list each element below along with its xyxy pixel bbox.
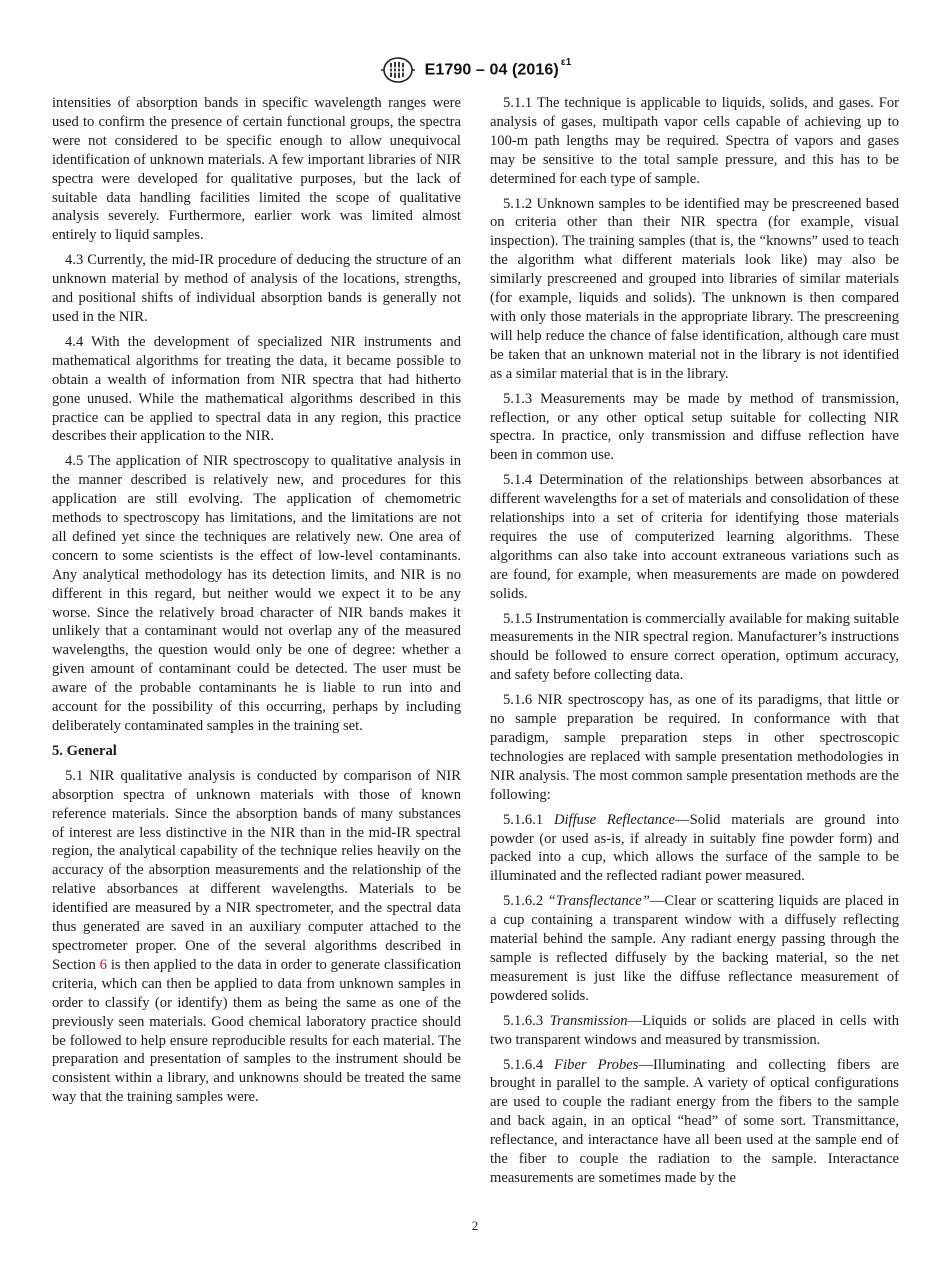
paragraph-5-1-6-3: 5.1.6.3 Transmission—Liquids or solids are placed in cells with two transparent windows and measured by transmission. — [490, 1012, 899, 1048]
paragraph-4-3: 4.3 Currently, the mid-IR procedure of deducing the structure of an unknown material by method of analysis of the locations, strengths, and positional shifts of individual absorption bands is generally not used in the NIR. — [52, 252, 461, 325]
paragraph-5-1-6: 5.1.6 NIR spectroscopy has, as one of its paradigms, that little or no sample preparation be required. In conformance with that paradigm, sample preparation steps in other spectroscopic technologies are replaced with sample presentation methodologies in NIR analysis. The most common sample presentation methods are the following: — [490, 692, 899, 803]
page-number: 2 — [471, 1218, 479, 1233]
paragraph-5-1-6-1: 5.1.6.1 Diffuse Reflectance—Solid materials are ground into powder (or used as-is, if already in suitably fine powder form) and packed into a cup, which allows the surface of the sample to be illuminated and the reflected radiant power measured. — [490, 811, 899, 885]
paragraph-4-5: 4.5 The application of NIR spectroscopy to qualitative analysis in the manner described is relatively new, and procedures for this application are still evolving. The application of chemometric methods to spectroscopy has limitations, and the limitations are not all defined yet since the techniques are relatively new. One area of concern to some scientists is the effect of low-level contaminants. Any analytical methodology has its detection limits, and NIR is no different in this regard, but neither would we expect it to be any worse. Since the relatively broad character of NIR bands makes it unlikely that a contaminant would not overlap any of the measured wavelengths, the question would only be one of degree: whether a given amount of contaminant could be detected. The user must be aware of the probable contaminants he is liable to run into and account for the possibility of this occurring, perhaps by including deliberately contaminated samples in the training set. — [52, 453, 461, 734]
paragraph-5-1: 5.1 NIR qualitative analysis is conducted by comparison of NIR absorption spectra of unknown materials with those of known reference materials. Since the absorption bands of many substances of interest are less distinctive in the NIR than in the mid-IR spectral region, the analytical capability of the technique relies heavily on the accuracy of the absorption measurements and the relationship of the relative absorbances at different wavelengths. Materials to be identified are measured by a NIR spectrometer, and the spectral data thus generated are saved in an auxiliary computer attached to the spectrometer proper. One of the several algorithms described in Section 6 is then applied to the data in order to generate classification criteria, which can then be applied to data from unknown samples in order to classify (or identify) them as being the same as one of the previously seen materials. Good chemical laboratory practice should be followed to help ensure reproducible results for each material. The preparation and presentation of samples to the instrument should be consistent within a library, and unknowns should be treated the same way that the training samples were. — [52, 767, 461, 1106]
astm-logo-icon — [379, 56, 417, 84]
paragraph-5-1-4: 5.1.4 Determination of the relationships between absorbances at different wavelengths for a set of materials and consolidation of these relationships into a set of criteria for identifying those materials requires the use of computerized learning algorithms. These algorithms can also take into account extraneous variations such as are found, for example, when measurements are made on powdered solids. — [490, 472, 899, 602]
right-column — [490, 94, 899, 1194]
paragraph-5-1-3: 5.1.3 Measurements may be made by method of transmission, reflection, or any other optical setup suitable for collecting NIR spectra. In practice, only transmission and diffuse reflection have been in common use. — [490, 390, 899, 464]
left-column — [52, 94, 461, 1113]
paragraph-4-4: 4.4 With the development of specialized NIR instruments and mathematical algorithms for treating the data, it became possible to obtain a wealth of information from NIR spectra that had hitherto gone unused. While the mathematical algorithms described in this practice can be applied to spectral data in any region, this practice describes their application to the NIR. — [52, 333, 461, 445]
section-6-link[interactable]: 6 — [99, 956, 107, 973]
section-5-heading: 5. General — [52, 742, 117, 759]
paragraph-5-1-6-4: 5.1.6.4 Fiber Probes—Illuminating and collecting fibers are brought in parallel to the sample. A variety of optical configurations are used to couple the radiant energy from the fibers to the sample and back again, in an optical “head” of some sort. Transmittance, reflectance, and interactance have all been used at the sample end of the fiber to couple the radiation to the sample. Interactance measurements are sometimes made by the — [490, 1056, 899, 1186]
page-header — [0, 56, 950, 84]
paragraph-5-1-2: 5.1.2 Unknown samples to be identified may be prescreened based on criteria other than their NIR spectra (for example, visual inspection). The training samples (that is, the “knowns” used to teach the algorithm what different materials look like) may also be similarly prescreened and grouped into libraries of similar materials (for example, liquids and solids). The unknown is then compared with only those materials in the appropriate library. The prescreening will help reduce the chance of false identification, although care must be taken that an unknown material not in the library is not identified as a similar material that is in the library. — [490, 195, 899, 382]
paragraph-5-1-5: 5.1.5 Instrumentation is commercially available for making suitable measurements in the NIR spectral region. Manufacturer’s instructions should be followed to ensure correct operation, optimum accuracy, and safety before collecting data. — [490, 610, 899, 684]
edition-superscript: ε1 — [560, 57, 572, 69]
document-designation: E1790 – 04 (2016) $^{\varepsilon 1}$ — [424, 57, 572, 79]
paragraph-5-1-6-2: 5.1.6.2 “Transflectance”—Clear or scattering liquids are placed in a cup containing a transparent window with a diffusely reflecting material behind the sample. Any radiant energy passing through the sample is reflected diffusely by the backing material, so the net measurement is just like the diffuse reflectance measurement of powdered solids. — [490, 893, 899, 1004]
paragraph-4-2-continued: intensities of absorption bands in specific wavelength ranges were used to confirm the presence of certain functional groups, the spectra were not considered to be specific enough to allow unequivocal identification of unknown materials. A few important libraries of NIR spectra were developed for qualitative purposes, but the lack of suitable data handling facilities limited the scope of qualitative analysis severely. Furthermore, earlier work was limited almost entirely to liquid samples. — [52, 95, 461, 244]
paragraph-5-1-1: 5.1.1 The technique is applicable to liquids, solids, and gases. For analysis of gases, multipath vapor cells capable of achieving up to 100-m path lengths may be required. Spectra of vapors and gases may be sensitive to the total sample pressure, and this has to be determined for each type of sample. — [490, 95, 899, 187]
